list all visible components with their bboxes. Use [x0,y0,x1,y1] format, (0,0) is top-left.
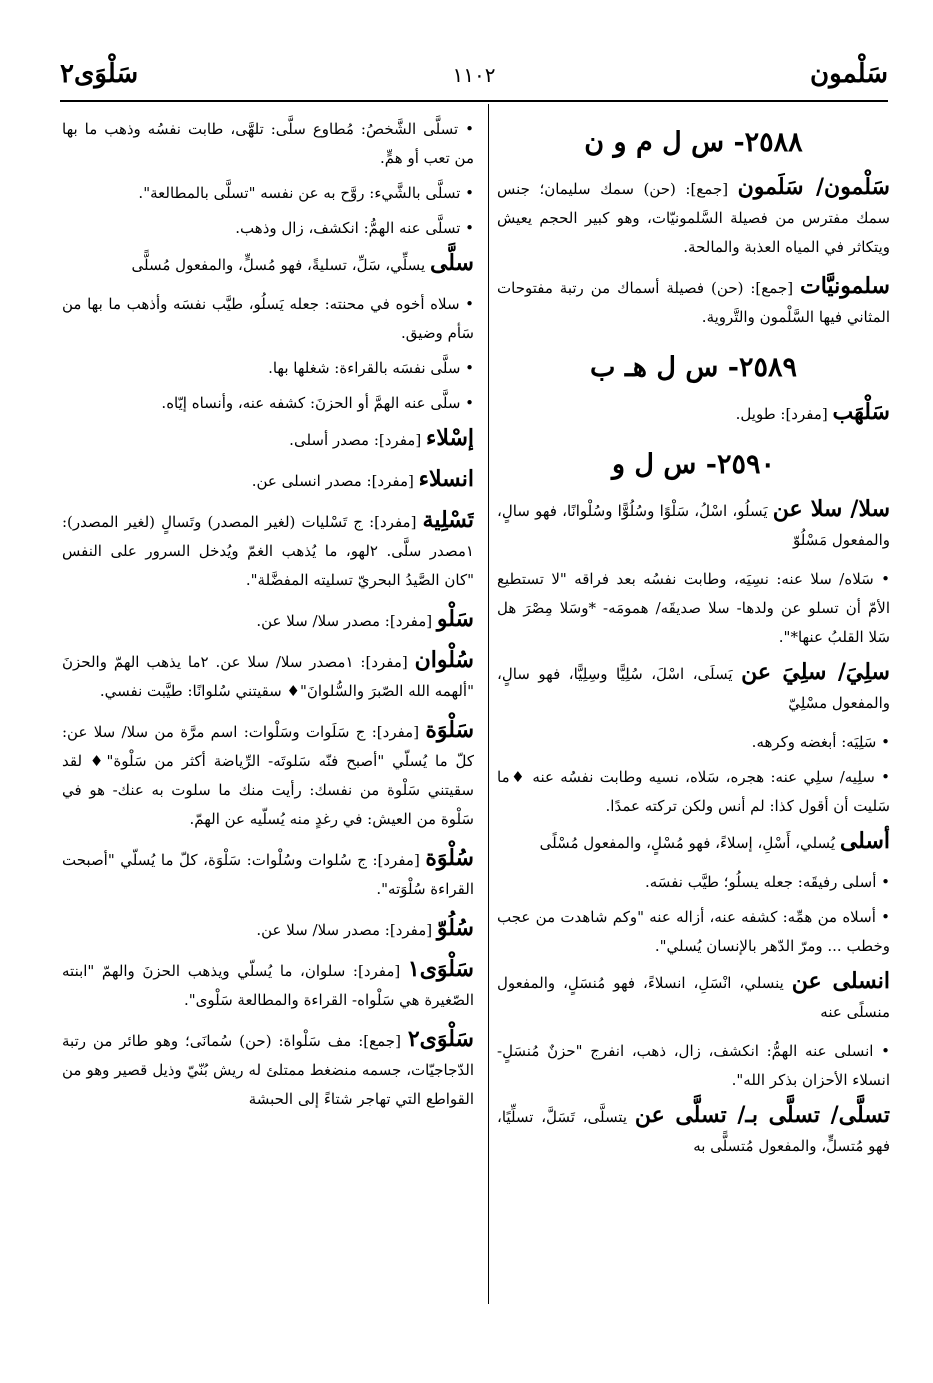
headword: سُلْوَة [425,845,474,871]
sense-bullet: • سلَّى نفسَه بالقراءة: شغلها بها. [268,359,474,377]
headword: أسلى [839,828,890,854]
headword: تَسْلِية [422,507,474,533]
sense-bullet: • أسلاه من همِّه: كشفه عنه، أزاله عنه "وكم شاهدت من عجب وخطب ... ومرّ الدّهر بالإنسان يُسلي". [497,908,890,955]
definition: [مفرد]: ج سَلَوات وسَلْوات: اسم مرَّة من سلا/ سلا عن: كلّ ما يُسلّي "أصبح فنّه سَلوتَه- الرِّياضة أكثر من سَلْوة"♦ لقد سقيتني سَلْوة من نفسك: رأيت منك ما سلوت به عنك- هو في سَلْوة من العيش: في رغدٍ منه يُسلّيه عن الهمّ. [62,723,474,828]
headword: سُلُوّ [436,915,474,941]
headword: سلمونيَّات [800,273,890,299]
entry [62,249,474,280]
sense-bullet: • سلَّى عنه الهمَّ أو الحزنَ: كشفه عنه، وأنساه إيّاه. [161,394,474,412]
left-column [62,115,474,1315]
definition: [جمع]: (حن) فصيلة أسماك من رتبة مفتوحات المثاني فيها السَّلْمون والتَّروية. [497,279,890,326]
entry [497,827,890,858]
headword: تسلَّى/ تسلَّى بـ/ تسلَّى عن [634,1102,890,1128]
definition: [مفرد]: ج سُلوات وسُلْوات: سَلْوَة، كلّ ما يُسلّي "أصبحت القراءة سُلْوَته". [62,851,474,898]
headword: إسْلاء [425,425,474,451]
entry [62,605,474,636]
headword: انسلاء [418,466,474,492]
header-guide-word-first: سَلْمون [810,59,888,89]
entry [497,1101,890,1161]
definition: ينسلي، انْسَلِ، انسلاءً، فهو مُنسَلٍ، والمفعول منسلًى عنه [497,974,890,1021]
headword: انسلى عن [791,968,890,994]
headword: سلا/ سلا عن [772,496,890,522]
entry [497,398,890,429]
sense-bullet: • تسلَّى الشَّخصُ: مُطاوع سلَّى: تلهَّى، طابت نفسُه وذهب ما بها من تعب أو همٍّ. [62,120,474,167]
headword: سَلْوَى١ [407,956,474,982]
page-number: ١١٠٢ [452,63,496,87]
headword: سَلْمون/ سَلَمون [737,174,890,200]
headword: سَلْوَة [425,717,474,743]
root-heading: ٢٥٨٩- س ل هـ ب [590,352,797,383]
entry [62,844,474,904]
entry [62,1025,474,1114]
entry [497,272,890,332]
entry [62,465,474,496]
entry [62,646,474,706]
definition: يُسلي، أَسْلِ، إسلاءً، فهو مُسْلٍ، والمفعول مُسْلًى [539,834,836,852]
definition: [مفرد]: ج تَسْليات (لغير المصدر) وتَسالٍ (لغير المصدر): ١مصدر سلَّى. ٢لهو، ما يُذهب الغمّ ويُدخل السرور على النفس "كان الصَّيدُ البحريّ تسليته المفضَّلة". [62,513,474,589]
headword: سلِيَ/ سلِيَ عن [741,659,890,685]
root-heading: ٢٥٨٨- س ل م و ن [584,127,803,158]
page-header [60,55,888,95]
definition: [جمع]: (حن) سمك سليمان؛ جنس سمك مفترس من فصيلة السَّلمونيّات، وهو كبير الحجم يعيش ويتكاثر في المياه العذبة والمالحة. [497,180,890,256]
sense-bullet: • سَلاه/ سلا عنه: نسِيَه، وطابت نفسُه بعد فراقه "لا تستطيع الأمّ أن تسلو عن ولدها- سلا صديقَه/ همومَه- *وسَلا مِصْرَ هل سَلا القلبُ عنها*". [497,570,890,646]
root-heading: ٢٥٩٠- س ل و [611,449,776,480]
headword: سَلْوَى٢ [407,1026,474,1052]
definition: [مفرد]: طويل. [735,405,828,423]
definition: [مفرد]: مصدر سلا/ سلا عن. [256,921,433,939]
entry [497,173,890,262]
definition: [مفرد]: سلوان، ما يُسلّي ويذهب الحزنَ والهمّ "ابنته الصّغيرة هي سَلْواه- القراءة والمطالعة سَلْوى". [62,962,474,1009]
entry [62,424,474,455]
column-divider [488,104,489,1304]
definition: [مفرد]: ١مصدر سلا/ سلا عن. ٢ما يذهب الهمّ والحزنَ "ألهمه الله الصّبرَ والسُّلوانَ"♦ سقيتني سُلوانًا: طيَّبت نفسي. [62,653,474,700]
right-column [497,115,890,1315]
sense-bullet: • أسلى رفيقَه: جعله يسلُو؛ طيَّب نفسَه. [645,873,890,891]
entry [62,506,474,595]
sense-bullet: • سَلِيَه: أبغضه وكرهه. [751,733,890,751]
sense-bullet: • سلِيه/ سلِي عنه: هجره، سَلاه، نسيه وطابت نفسُه عنه ♦ما سَليت أن أقول كذا: لم أنس ولكن تركته عمدًا. [497,768,890,815]
headword: سلَّى [429,250,474,276]
header-guide-word-last: سَلْوَى٢ [60,59,139,89]
entry [497,495,890,555]
sense-bullet: • سلاه أخوه في محنته: جعله يَسلُو، طيَّب نفسَه وأذهب ما بها من سَأم وضيق. [62,295,474,342]
header-rule [60,100,888,102]
definition: [مفرد]: مصدر أسلى. [289,431,422,449]
headword: سَلْو [436,606,474,632]
entry [62,955,474,1015]
entry [62,716,474,834]
sense-bullet: • تسلَّى بالشَّيء: روَّح به عن نفسه "تسلَّى بالمطالعة". [138,184,474,202]
definition: [جمع]: مف سَلْواة: (حن) سُمانَى؛ وهو طائر من رتبة الدّجاجيّات، جسمه منضغط ممتلئ له ريش بُنّيّ وذيل قصير وهو من القواطع التي تهاجر شتاءً إلى الحبشة [62,1032,474,1108]
entry [497,658,890,718]
definition: يتسلَّى، تَسَلَّ، تسلِّيًا، فهو مُتسلٍّ، والمفعول مُتسلًّى به [497,1108,890,1155]
sense-bullet: • تسلَّى عنه الهمُّ: انكشف، زال وذهب. [235,219,474,237]
definition: [مفرد]: مصدر انسلى عن. [251,472,414,490]
definition: يَسلُو، اسْلُ، سَلْوًا وسُلُوًّا وسُلْوانًا، فهو سالٍ، والمفعول مَسْلُوّ [497,502,890,549]
headword: سُلْوان [414,647,474,673]
headword: سَلْهَب [832,399,890,425]
definition: يسلِّي، سَلِّ، تسليةً، فهو مُسلٍّ، والمفعول مُسلًّى [131,256,426,274]
entry [62,914,474,945]
definition: يَسلَى، اسْلَ، سُلِيًّا وسِلِيًّا، فهو سالٍ، والمفعول مسْلِيّ [497,665,890,712]
sense-bullet: • انسلى عنه الهمُّ: انكشف، زال، ذهب، انفرج "حزنٌ مُنسَلٍ- انسلاء الأحزان بذكر الله". [497,1042,890,1089]
entry [497,967,890,1027]
definition: [مفرد]: مصدر سلا/ سلا عن. [256,612,433,630]
